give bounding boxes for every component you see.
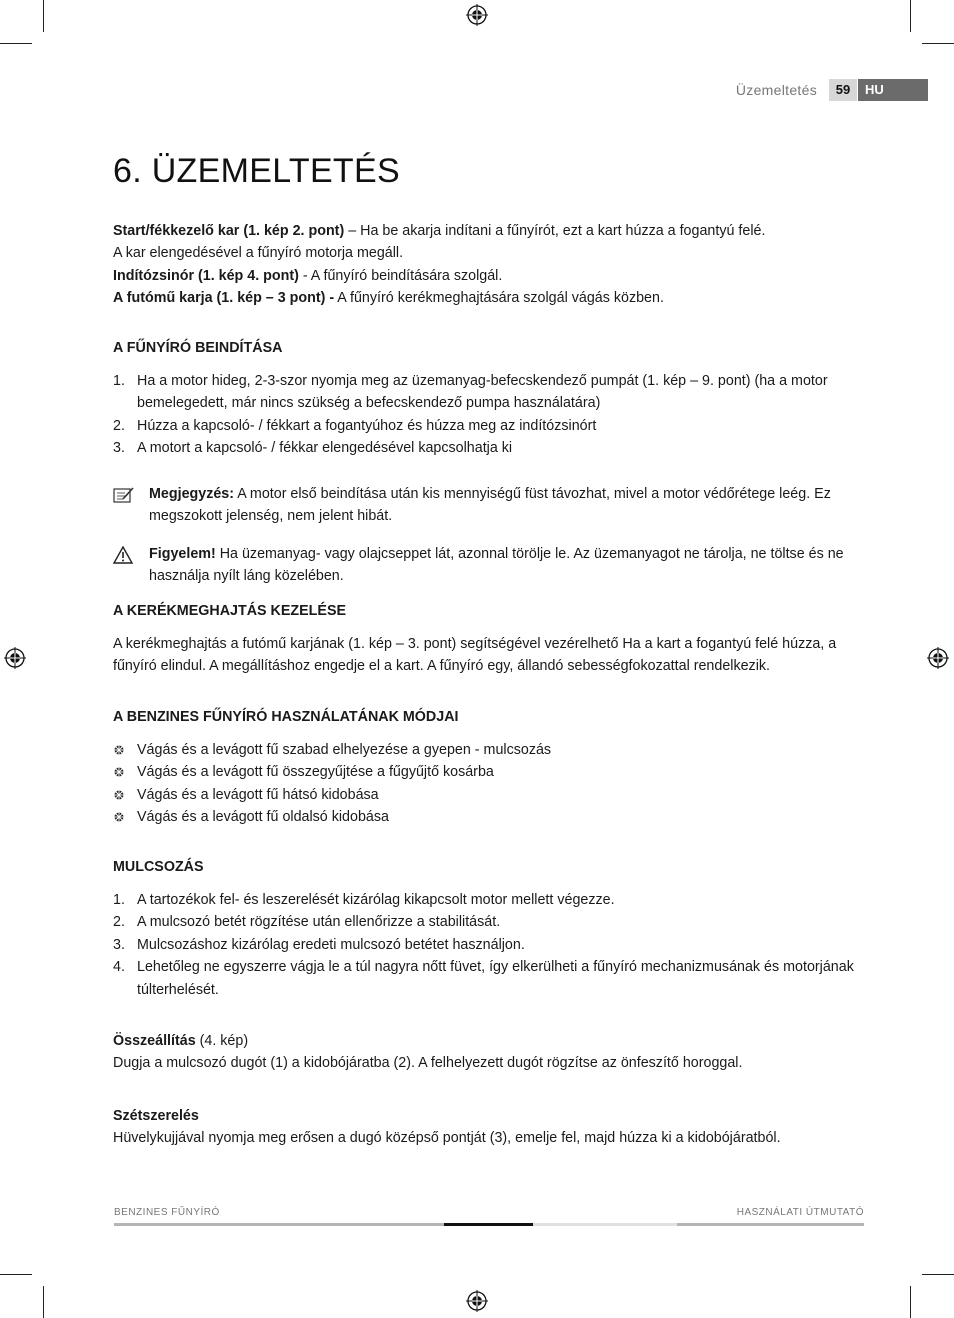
intro-block bbox=[113, 220, 868, 310]
bullet-icon bbox=[113, 744, 125, 756]
crop-mark bbox=[910, 0, 911, 32]
list-text: A mulcsozó betét rögzítése után ellenőrizze a stabilitását. bbox=[137, 914, 501, 931]
header-section-name: Üzemeltetés bbox=[735, 82, 817, 98]
list-item bbox=[113, 934, 873, 956]
disassembly-text: Hüvelykujjával nyomja meg erősen a dugó középső pontját (3), emelje fel, majd húzza ki a kidobójáratból. bbox=[113, 1130, 781, 1147]
crop-mark bbox=[922, 43, 954, 44]
list-item bbox=[113, 761, 873, 783]
list-number: 2. bbox=[113, 914, 125, 931]
note-label: Megjegyzés: bbox=[149, 486, 235, 502]
note-text: A motor első beindítása után kis mennyiségű füst távozhat, mivel a motor védőrétege leég. Ez megszokott jelenség, nem jelent hibát. bbox=[149, 486, 831, 525]
bullet-icon bbox=[113, 766, 125, 778]
footer-rule bbox=[444, 1223, 533, 1226]
list-item bbox=[113, 911, 873, 933]
registration-mark-icon bbox=[466, 4, 488, 26]
note-icon bbox=[113, 486, 135, 504]
list-number: 1. bbox=[113, 892, 125, 908]
start-steps-list bbox=[113, 370, 873, 460]
list-item bbox=[113, 739, 873, 761]
section-heading-modes: A BENZINES FŰNYÍRÓ HASZNÁLATÁNAK MÓDJAI bbox=[113, 709, 459, 725]
warning-text: Ha üzemanyag- vagy olajcseppet lát, azonnal törölje le. Az üzemanyagot ne tárolja, ne töltse és ne használja nyílt láng közelében. bbox=[149, 546, 844, 585]
assembly-text: Dugja a mulcsozó dugót (1) a kidobójáratba (2). A felhelyezett dugót rögzítse az önfeszítő horoggal. bbox=[113, 1055, 743, 1072]
crop-mark bbox=[43, 1286, 44, 1318]
bullet-icon bbox=[113, 789, 125, 801]
list-item bbox=[113, 415, 873, 437]
footer-rule bbox=[677, 1223, 864, 1226]
intro-term: Indítózsinór (1. kép 4. pont) bbox=[113, 267, 299, 284]
list-text: Lehetőleg ne egyszerre vágja le a túl nagyra nőtt füvet, így elkerülheti a fűnyíró mechanizmusának és motorjának túlterhelését. bbox=[137, 959, 854, 998]
list-item bbox=[113, 806, 873, 828]
section-heading-drive: A KERÉKMEGHAJTÁS KEZELÉSE bbox=[113, 603, 347, 619]
list-item bbox=[113, 437, 873, 459]
list-text: A motort a kapcsoló- / fékkar elengedésével kapcsolhatja ki bbox=[137, 440, 513, 457]
warning-label: Figyelem! bbox=[149, 546, 216, 562]
bullet-icon bbox=[113, 811, 125, 823]
list-text: Vágás és a levágott fű szabad elhelyezése a gyepen - mulcsozás bbox=[137, 742, 552, 758]
list-item bbox=[113, 370, 873, 415]
crop-mark bbox=[43, 0, 44, 32]
intro-line bbox=[113, 220, 868, 242]
assembly-block bbox=[113, 1030, 868, 1075]
page-number: 59 bbox=[829, 79, 857, 101]
footer-rule bbox=[533, 1223, 677, 1226]
modes-list bbox=[113, 739, 873, 829]
crop-mark bbox=[0, 43, 32, 44]
list-number: 1. bbox=[113, 373, 125, 389]
list-text: Húzza a kapcsoló- / fékkart a fogantyúhoz és húzza meg az indítózsinórt bbox=[137, 417, 597, 434]
section-heading-start: A FŰNYÍRÓ BEINDÍTÁSA bbox=[113, 340, 283, 356]
footer-doc-type: HASZNÁLATI ÚTMUTATÓ bbox=[736, 1207, 864, 1218]
footer-rule bbox=[114, 1223, 444, 1226]
section-heading-mulch: MULCSOZÁS bbox=[113, 859, 204, 875]
assembly-label: Összeállítás bbox=[113, 1033, 196, 1049]
list-text: Vágás és a levágott fű oldalsó kidobása bbox=[137, 809, 389, 826]
crop-mark bbox=[0, 1274, 32, 1275]
list-item bbox=[113, 956, 873, 1001]
drive-text-block bbox=[113, 633, 868, 678]
intro-text: A kar elengedésével a fűnyíró motorja megáll. bbox=[113, 245, 404, 262]
drive-text: A kerékmeghajtás a futómű karjának (1. kép – 3. pont) segítségével vezérelhető Ha a kart a fogantyú felé húzza, a fűnyíró elindul. A megállításhoz engedje el a kart. A fűnyíró egy, állandó sebességfokozattal rendelkezik. bbox=[113, 636, 837, 675]
list-number: 2. bbox=[113, 417, 125, 434]
list-text: Vágás és a levágott fű hátsó kidobása bbox=[137, 786, 379, 803]
crop-mark bbox=[910, 1286, 911, 1318]
warning-box bbox=[113, 543, 873, 588]
list-text: A tartozékok fel- és leszerelését kizárólag kikapcsolt motor mellett végezze. bbox=[137, 892, 615, 908]
mulch-list bbox=[113, 889, 873, 1001]
list-item bbox=[113, 784, 873, 806]
footer-product: BENZINES FŰNYÍRÓ bbox=[114, 1207, 220, 1218]
note-box bbox=[113, 483, 873, 528]
list-number: 3. bbox=[113, 440, 125, 457]
intro-text: A fűnyíró kerékmeghajtására szolgál vágás közben. bbox=[334, 290, 664, 307]
list-number: 3. bbox=[113, 936, 125, 953]
list-text: Vágás és a levágott fű összegyűjtése a fűgyűjtő kosárba bbox=[137, 764, 494, 781]
intro-term: A futómű karja (1. kép – 3 pont) - bbox=[113, 290, 335, 307]
registration-mark-icon bbox=[466, 1290, 488, 1312]
registration-mark-icon bbox=[927, 647, 949, 669]
disassembly-block bbox=[113, 1105, 868, 1150]
intro-text: - A fűnyíró beindítására szolgál. bbox=[298, 267, 503, 284]
list-text: Ha a motor hideg, 2-3-szor nyomja meg az üzemanyag-befecskendező pumpát (1. kép – 9. pont) (ha a motor bemelegedett, már nincs szükség a befecskendező pumpa használatára) bbox=[137, 373, 828, 412]
registration-mark-icon bbox=[4, 647, 26, 669]
list-item bbox=[113, 889, 873, 911]
disassembly-label: Szétszerelés bbox=[113, 1108, 199, 1124]
warning-icon bbox=[113, 546, 135, 564]
intro-line bbox=[113, 242, 868, 264]
list-text: Mulcsozáshoz kizárólag eredeti mulcsozó betétet használjon. bbox=[137, 936, 525, 953]
language-tab: HU bbox=[858, 79, 928, 101]
list-number: 4. bbox=[113, 959, 125, 976]
crop-mark bbox=[922, 1274, 954, 1275]
intro-term: Start/fékkezelő kar (1. kép 2. pont) bbox=[113, 223, 345, 239]
intro-line bbox=[113, 265, 868, 287]
page-title: 6. ÜZEMELTETÉS bbox=[113, 152, 400, 190]
assembly-ref: (4. kép) bbox=[195, 1033, 249, 1049]
intro-line bbox=[113, 287, 868, 309]
intro-text: – Ha be akarja indítani a fűnyírót, ezt a kart húzza a fogantyú felé. bbox=[344, 223, 766, 239]
